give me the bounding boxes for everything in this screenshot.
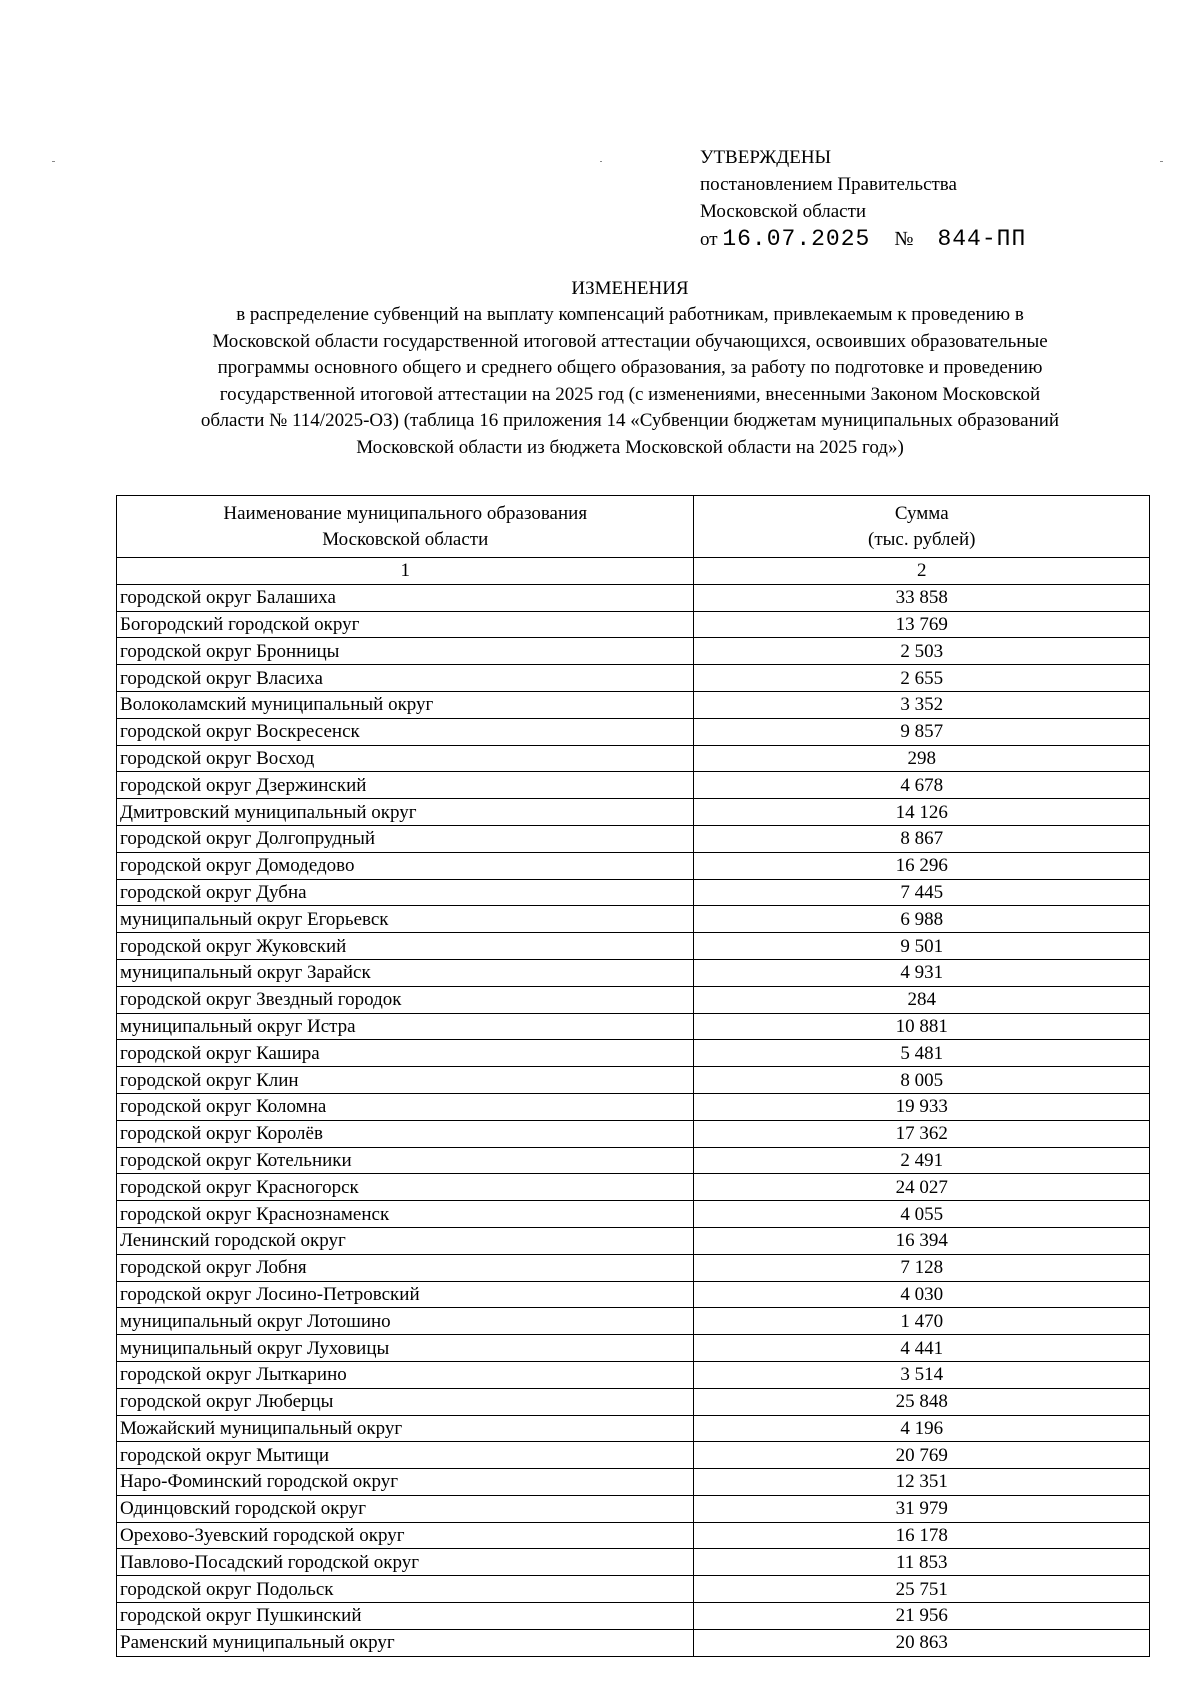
municipality-name: городской округ Клин (117, 1067, 694, 1094)
table-row (117, 1308, 1150, 1335)
table-row (117, 1281, 1150, 1308)
table-row (117, 1147, 1150, 1174)
table-row (117, 1361, 1150, 1388)
municipality-name: Можайский муниципальный округ (117, 1415, 694, 1442)
amount-value: 7 128 (694, 1254, 1150, 1281)
column-number-row (117, 558, 1150, 585)
table-row (117, 1067, 1150, 1094)
amount-value: 8 867 (694, 825, 1150, 852)
amount-value: 12 351 (694, 1469, 1150, 1496)
municipality-name: городской округ Звездный городок (117, 986, 694, 1013)
amount-value: 7 445 (694, 879, 1150, 906)
table-row (117, 1254, 1150, 1281)
table-row (117, 1442, 1150, 1469)
amount-value: 19 933 (694, 1093, 1150, 1120)
municipality-name: Раменский муниципальный округ (117, 1629, 694, 1656)
amount-value: 17 362 (694, 1120, 1150, 1147)
approval-line-1: постановлением Правительства (700, 174, 957, 195)
municipality-name: городской округ Красногорск (117, 1174, 694, 1201)
approval-heading: УТВЕРЖДЕНЫ (700, 147, 832, 168)
table-row (117, 1013, 1150, 1040)
municipality-name: городской округ Балашиха (117, 584, 694, 611)
table-row (117, 852, 1150, 879)
header-amount-line-1: Сумма (894, 502, 949, 524)
municipality-name: городской округ Дубна (117, 879, 694, 906)
amount-value: 20 769 (694, 1442, 1150, 1469)
municipality-name: городской округ Лобня (117, 1254, 694, 1281)
municipality-name: городской округ Восход (117, 745, 694, 772)
table-row (117, 1388, 1150, 1415)
municipality-name: городской округ Жуковский (117, 933, 694, 960)
header-amount-line-2: (тыс. рублей) (868, 528, 976, 550)
municipality-name: муниципальный округ Зарайск (117, 959, 694, 986)
municipality-name: городской округ Власиха (117, 665, 694, 692)
municipality-name: Волоколамский муниципальный округ (117, 691, 694, 718)
amount-value: 4 441 (694, 1335, 1150, 1362)
municipality-name: Орехово-Зуевский городской округ (117, 1522, 694, 1549)
approval-number: 844-ПП (937, 226, 1027, 252)
table-row (117, 825, 1150, 852)
table-header-row (117, 496, 1150, 558)
scan-speck (52, 161, 55, 162)
amount-value: 4 030 (694, 1281, 1150, 1308)
amount-value: 2 491 (694, 1147, 1150, 1174)
column-number-2: 2 (694, 558, 1150, 585)
table-row (117, 1495, 1150, 1522)
amount-value: 13 769 (694, 611, 1150, 638)
amount-value: 3 352 (694, 691, 1150, 718)
table-row (117, 1469, 1150, 1496)
amount-value: 14 126 (694, 799, 1150, 826)
amount-value: 298 (694, 745, 1150, 772)
approval-date-line (700, 226, 1026, 253)
municipality-name: Наро-Фоминский городской округ (117, 1469, 694, 1496)
subvention-table (116, 495, 1150, 1657)
municipality-name: городской округ Мытищи (117, 1442, 694, 1469)
subtitle-line: Московской области государственной итоговой аттестации обучающихся, освоивших образовательные (212, 330, 1048, 352)
column-number-1: 1 (117, 558, 694, 585)
municipality-name: городской округ Подольск (117, 1576, 694, 1603)
subtitle-line: области № 114/2025-ОЗ) (таблица 16 приложения 14 «Субвенции бюджетам муниципальных образований (200, 410, 1060, 431)
table-row (117, 1522, 1150, 1549)
table-row (117, 1576, 1150, 1603)
municipality-name: городской округ Дзержинский (117, 772, 694, 799)
subtitle-line: Московской области из бюджета Московской области на 2025 год») (356, 436, 904, 458)
municipality-name: городской округ Коломна (117, 1093, 694, 1120)
amount-value: 24 027 (694, 1174, 1150, 1201)
scan-speck (600, 161, 602, 162)
table-row (117, 1040, 1150, 1067)
table-row (117, 665, 1150, 692)
table-row (117, 906, 1150, 933)
municipality-name: Павлово-Посадский городской округ (117, 1549, 694, 1576)
municipality-name: городской округ Лыткарино (117, 1361, 694, 1388)
table-row (117, 1335, 1150, 1362)
amount-value: 5 481 (694, 1040, 1150, 1067)
municipality-name: Одинцовский городской округ (117, 1495, 694, 1522)
table-row (117, 959, 1150, 986)
table-row (117, 1174, 1150, 1201)
approval-line-2: Московской области (700, 201, 867, 222)
municipality-name: городской округ Пушкинский (117, 1603, 694, 1630)
amount-value: 21 956 (694, 1603, 1150, 1630)
municipality-name: муниципальный округ Истра (117, 1013, 694, 1040)
header-municipality-line-2: Московской области (322, 528, 489, 550)
table-row (117, 1603, 1150, 1630)
municipality-name: муниципальный округ Луховицы (117, 1335, 694, 1362)
amount-value: 16 178 (694, 1522, 1150, 1549)
table-row (117, 1201, 1150, 1228)
municipality-name: городской округ Бронницы (117, 638, 694, 665)
municipality-name: городской округ Краснознаменск (117, 1201, 694, 1228)
municipality-name: городской округ Долгопрудный (117, 825, 694, 852)
approval-date: 16.07.2025 (722, 226, 871, 252)
amount-value: 9 501 (694, 933, 1150, 960)
municipality-name: Дмитровский муниципальный округ (117, 799, 694, 826)
amount-value: 3 514 (694, 1361, 1150, 1388)
table-row (117, 879, 1150, 906)
amount-value: 2 655 (694, 665, 1150, 692)
amount-value: 4 196 (694, 1415, 1150, 1442)
amount-value: 4 931 (694, 959, 1150, 986)
amount-value: 33 858 (694, 584, 1150, 611)
municipality-name: Ленинский городской округ (117, 1227, 694, 1254)
table-row (117, 1093, 1150, 1120)
table-row (117, 1227, 1150, 1254)
table-row (117, 611, 1150, 638)
amount-value: 16 394 (694, 1227, 1150, 1254)
table-row (117, 718, 1150, 745)
document-title: ИЗМЕНЕНИЯ (571, 278, 689, 299)
header-municipality (117, 496, 694, 558)
date-prefix: от (700, 229, 718, 250)
document-subtitle (120, 302, 1140, 461)
amount-value: 4 055 (694, 1201, 1150, 1228)
subtitle-line: государственной итоговой аттестации на 2025 год (с изменениями, внесенными Законом Московской (219, 383, 1041, 405)
amount-value: 10 881 (694, 1013, 1150, 1040)
table-row (117, 1415, 1150, 1442)
amount-value: 16 296 (694, 852, 1150, 879)
table-row (117, 691, 1150, 718)
subtitle-line: в распределение субвенций на выплату компенсаций работникам, привлекаемым к проведению в (236, 304, 1024, 325)
table-row (117, 933, 1150, 960)
table-row (117, 638, 1150, 665)
table-row (117, 772, 1150, 799)
header-municipality-line-1: Наименование муниципального образования (223, 502, 588, 524)
table-row (117, 584, 1150, 611)
amount-value: 1 470 (694, 1308, 1150, 1335)
table-row (117, 1629, 1150, 1656)
amount-value: 31 979 (694, 1495, 1150, 1522)
amount-value: 25 848 (694, 1388, 1150, 1415)
number-sign: № (894, 228, 914, 250)
amount-value: 284 (694, 986, 1150, 1013)
municipality-name: городской округ Котельники (117, 1147, 694, 1174)
amount-value: 9 857 (694, 718, 1150, 745)
municipality-name: городской округ Воскресенск (117, 718, 694, 745)
amount-value: 8 005 (694, 1067, 1150, 1094)
municipality-name: городской округ Лосино-Петровский (117, 1281, 694, 1308)
table-row (117, 986, 1150, 1013)
municipality-name: Богородский городской округ (117, 611, 694, 638)
municipality-name: городской округ Домодедово (117, 852, 694, 879)
amount-value: 4 678 (694, 772, 1150, 799)
amount-value: 20 863 (694, 1629, 1150, 1656)
municipality-name: городской округ Кашира (117, 1040, 694, 1067)
table-row (117, 1120, 1150, 1147)
municipality-name: муниципальный округ Лотошино (117, 1308, 694, 1335)
amount-value: 11 853 (694, 1549, 1150, 1576)
table-row (117, 1549, 1150, 1576)
amount-value: 25 751 (694, 1576, 1150, 1603)
scan-speck (1160, 161, 1163, 162)
amount-value: 2 503 (694, 638, 1150, 665)
municipality-name: городской округ Королёв (117, 1120, 694, 1147)
table-row (117, 745, 1150, 772)
table-row (117, 799, 1150, 826)
header-amount (694, 496, 1150, 558)
subtitle-line: программы основного общего и среднего общего образования, за работу по подготовке и проведению (217, 357, 1043, 378)
municipality-name: муниципальный округ Егорьевск (117, 906, 694, 933)
approval-stamp (700, 144, 1026, 253)
municipality-name: городской округ Люберцы (117, 1388, 694, 1415)
amount-value: 6 988 (694, 906, 1150, 933)
